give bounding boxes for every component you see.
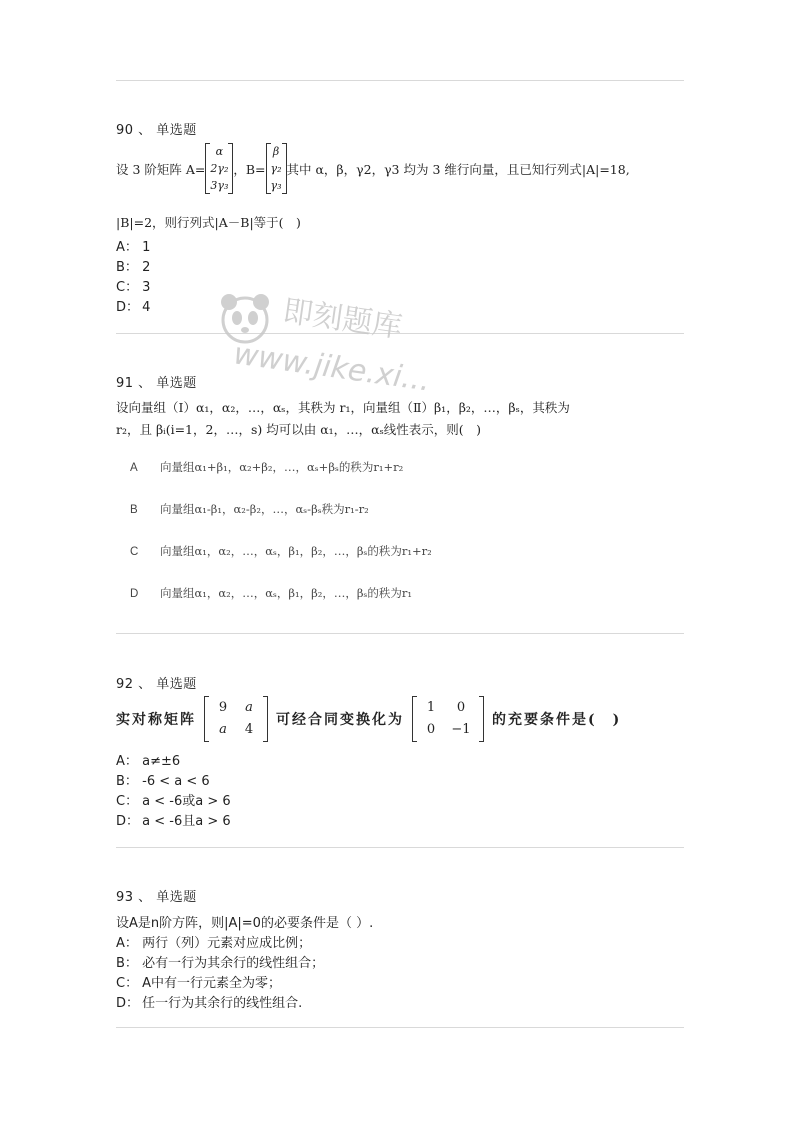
matrix-2-entry: 1 (426, 700, 436, 715)
question-91-header: 91 、 单选题 (116, 376, 197, 391)
option-text: -6 < a < 6 (142, 774, 210, 789)
option-text: 1 (142, 240, 151, 255)
matrix-1-entry: a (219, 722, 227, 737)
q90-stem-suffix: 其中 α，β，γ2，γ3 均为 3 维行向量，且已知行列式|A|=18, (286, 161, 630, 177)
matrix-1-entry: a (245, 700, 253, 715)
matrix-a-entry: 3γ₃ (210, 179, 229, 192)
option-b[interactable] (130, 501, 369, 517)
question-90-stem (116, 143, 630, 194)
question-91-stem-line1: 设向量组（I）α₁，α₂，…，αₛ，其秩为 r₁，向量组（Ⅱ）β₁，β₂，…，βₛ，其秩为 (116, 400, 570, 415)
question-92-header: 92 、 单选题 (116, 677, 197, 692)
watermark-brand: 即刻题库 (280, 293, 405, 346)
option-key: B： (116, 956, 138, 971)
option-c[interactable] (116, 972, 281, 991)
option-text: 向量组α₁，α₂，…，αₛ，β₁，β₂，…，βₛ的秩为r₁+r₂ (160, 544, 432, 558)
divider (116, 1027, 684, 1028)
option-b[interactable] (116, 256, 150, 275)
option-key: C： (116, 794, 139, 809)
q92-stem-prefix: 实对称矩阵 (116, 712, 196, 728)
question-92-stem (116, 696, 621, 742)
watermark-url: www.jike.xi... (231, 336, 433, 399)
option-text: 任一行为其余行的线性组合. (142, 996, 303, 1011)
option-text: 向量组α₁-β₁，α₂-β₂，…，αₛ-βₛ秩为r₁-r₂ (160, 502, 369, 516)
option-text: a < -6且a > 6 (142, 814, 231, 829)
question-93-header: 93 、 单选题 (116, 890, 197, 905)
divider (116, 80, 684, 81)
matrix-2-entry: 0 (426, 722, 436, 737)
option-text: 两行（列）元素对应成比例； (142, 936, 312, 951)
option-text: a < -6或a > 6 (142, 794, 231, 809)
q90-stem-prefix: 设 3 阶矩阵 A= (116, 161, 206, 177)
option-d[interactable] (116, 296, 150, 315)
watermark (215, 288, 433, 399)
option-key: A： (116, 240, 138, 255)
option-b[interactable] (116, 952, 324, 971)
q92-stem-mid: 可经合同变换化为 (276, 712, 404, 728)
divider (116, 633, 684, 634)
option-key: D (130, 588, 139, 600)
option-d[interactable] (116, 810, 231, 829)
option-d[interactable] (116, 992, 302, 1011)
option-text: 4 (142, 300, 151, 315)
matrix-1-entry: 4 (244, 722, 254, 737)
matrix-2-entry: −1 (451, 722, 471, 737)
option-text: a≠±6 (142, 754, 181, 769)
option-key: A (130, 462, 138, 474)
q90-stem-mid: ，B= (233, 161, 266, 177)
option-key: B： (116, 260, 138, 275)
matrix-a-entry: 2γ₂ (210, 162, 229, 175)
option-text: A中有一行元素全为零； (142, 976, 282, 991)
option-a[interactable] (116, 932, 311, 951)
option-b[interactable] (116, 770, 210, 789)
matrix-b (266, 143, 287, 194)
option-key: B (130, 504, 138, 516)
option-key: A： (116, 754, 138, 769)
question-90-header: 90 、 单选题 (116, 123, 197, 138)
option-key: C： (116, 976, 139, 991)
question-93-stem: 设A是n阶方阵，则|A|=0的必要条件是（ ）. (116, 916, 374, 931)
option-a[interactable] (116, 236, 150, 255)
panda-logo-icon (215, 288, 275, 348)
option-a[interactable] (130, 459, 403, 475)
option-text: 向量组α₁，α₂，…，αₛ，β₁，β₂，…，βₛ的秩为r₁ (160, 586, 413, 600)
divider (116, 333, 684, 334)
option-key: D： (116, 814, 140, 829)
matrix-b-entry: γ₃ (270, 179, 282, 192)
option-c[interactable] (130, 543, 432, 559)
matrix-2 (412, 696, 484, 742)
option-key: C (130, 546, 139, 558)
option-text: 3 (142, 280, 151, 295)
q92-stem-suffix: 的充要条件是( ) (492, 712, 622, 728)
option-text: 向量组α₁+β₁，α₂+β₂，…，αₛ+βₛ的秩为r₁+r₂ (160, 460, 404, 474)
option-d[interactable] (130, 585, 412, 601)
divider (116, 847, 684, 848)
question-91-stem-line2: r₂，且 βᵢ(i=1，2，…，s) 均可以由 α₁，…，αₛ线性表示，则( ) (116, 422, 482, 437)
matrix-2-entry: 0 (456, 700, 466, 715)
question-90-stem-line2: |B|=2，则行列式|A－B|等于( ) (116, 215, 301, 230)
option-key: D： (116, 996, 140, 1011)
option-text: 2 (142, 260, 151, 275)
matrix-1 (204, 696, 268, 742)
option-key: B： (116, 774, 138, 789)
option-a[interactable] (116, 750, 180, 769)
matrix-1-entry: 9 (218, 700, 228, 715)
matrix-b-entry: β (272, 145, 280, 158)
option-key: C： (116, 280, 139, 295)
option-key: A： (116, 936, 138, 951)
matrix-a (205, 143, 233, 194)
matrix-a-entry: α (215, 145, 224, 158)
option-text: 必有一行为其余行的线性组合； (142, 956, 325, 971)
option-key: D： (116, 300, 140, 315)
option-c[interactable] (116, 276, 150, 295)
option-c[interactable] (116, 790, 231, 809)
matrix-b-entry: γ₂ (270, 162, 282, 175)
